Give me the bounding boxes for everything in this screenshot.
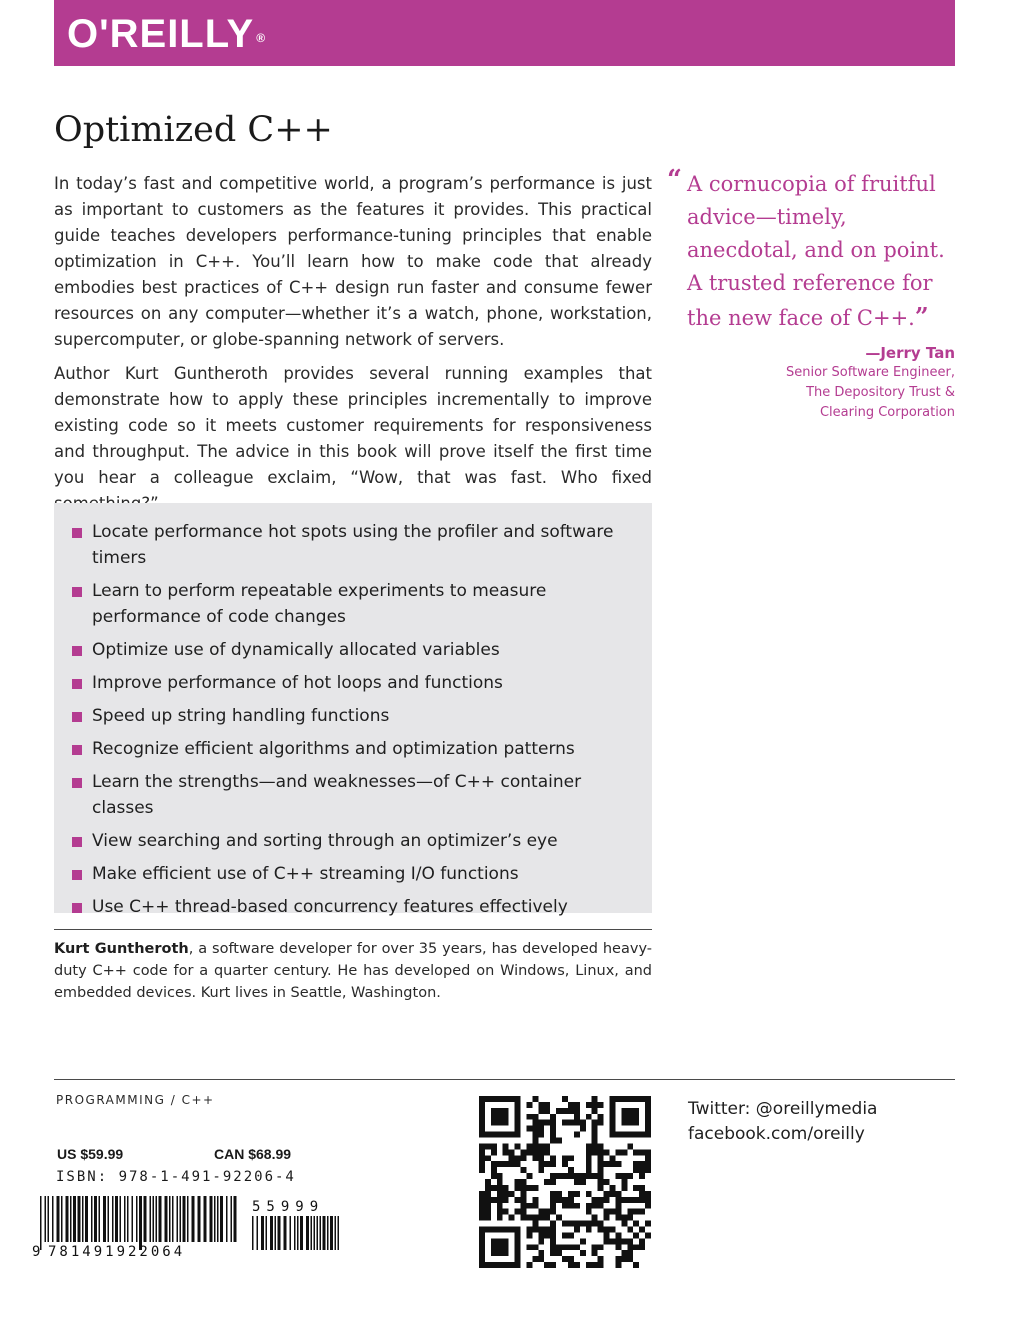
feature-list <box>72 519 632 920</box>
close-quote-icon: ” <box>914 302 929 331</box>
book-title: Optimized C++ <box>54 110 333 150</box>
quote-role-line: The Depository Trust & <box>806 385 955 400</box>
feature-item: Use C++ thread-based concurrency features effectively <box>72 894 632 920</box>
square-bullet-icon <box>72 837 82 847</box>
twitter-link[interactable]: Twitter: @oreillymedia <box>688 1099 878 1119</box>
price-us: US $59.99 <box>57 1146 124 1162</box>
logo-text: O'REILLY <box>67 12 255 56</box>
book-description <box>54 171 652 525</box>
quote-role-line: Clearing Corporation <box>819 405 955 420</box>
feature-item: Speed up string handling functions <box>72 703 632 729</box>
square-bullet-icon <box>72 587 82 597</box>
bio-divider <box>54 929 652 930</box>
square-bullet-icon <box>72 712 82 722</box>
quote-author: —Jerry Tan <box>865 344 955 362</box>
open-quote-icon: “ <box>667 165 682 195</box>
square-bullet-icon <box>72 646 82 656</box>
facebook-link[interactable]: facebook.com/oreilly <box>688 1124 865 1144</box>
feature-list-panel <box>54 503 652 917</box>
isbn-barcode-icon <box>30 1196 350 1260</box>
square-bullet-icon <box>72 679 82 689</box>
square-bullet-icon <box>72 528 82 538</box>
feature-item: Locate performance hot spots using the profiler and software timers <box>72 519 632 571</box>
feature-item: Improve performance of hot loops and functions <box>72 670 632 696</box>
registered-mark: ® <box>256 31 267 45</box>
quote-role-line: Senior Software Engineer, <box>786 365 955 380</box>
social-links <box>688 1097 877 1147</box>
feature-item: Learn the strengths—and weaknesses—of C++ container classes <box>72 769 632 821</box>
author-bio-text: , a software developer for over 35 years, has developed heavy-duty C++ code for a quarter century. He has developed on Windows, Linux, and embedded devices. Kurt lives in Seattle, Washington. <box>54 941 653 1001</box>
square-bullet-icon <box>72 903 82 913</box>
category-label: PROGRAMMING / C++ <box>56 1093 215 1107</box>
header-banner <box>54 0 955 66</box>
description-paragraph-2: Author Kurt Guntheroth provides several running examples that demonstrate how to apply these principles incrementally to improve existing code so it meets customer requirements for responsiveness and throughput. The advice in this book will prove itself the first time you hear a colleague exclaim, “Wow, that was fast. Who fixed <box>54 364 652 487</box>
qr-code-icon <box>479 1096 651 1268</box>
author-name: Kurt Guntheroth <box>54 941 189 957</box>
price-can: CAN $68.99 <box>214 1146 292 1162</box>
quote-text-block <box>667 165 955 335</box>
footer-divider <box>54 1079 955 1080</box>
oreilly-logo <box>67 12 266 56</box>
square-bullet-icon <box>72 778 82 788</box>
square-bullet-icon <box>72 745 82 755</box>
feature-item: Optimize use of dynamically allocated variables <box>72 637 632 663</box>
description-paragraph-1: In today’s fast and competitive world, a program’s performance is just as important to customers as the features it provides. This practical guide teaches developers performance-tuning principles that enable optimization in C++. You’ll learn how to make code that already embodies best practices of C++ design run faster and consume fewer resources on any computer—whether it’s a watch, phone, workstation, supercomputer, or globe-spanning network of servers. <box>54 174 652 349</box>
barcode-addon-bars <box>252 1216 339 1250</box>
feature-item: Make efficient use of C++ streaming I/O functions <box>72 861 632 887</box>
square-bullet-icon <box>72 870 82 880</box>
feature-item: Recognize efficient algorithms and optimization patterns <box>72 736 632 762</box>
feature-item: Learn to perform repeatable experiments to measure performance of code changes <box>72 578 632 630</box>
barcode-leading-digit: 9 <box>32 1244 41 1260</box>
barcode-addon-digits: 55999 <box>252 1199 325 1215</box>
testimonial-quote <box>667 165 955 423</box>
barcode-digits: 781491922064 <box>48 1244 186 1260</box>
barcode-bars <box>40 1196 237 1250</box>
quote-text: A cornucopia of fruitful advice—timely, anecdotal, and on point. A trusted reference for the new face of C++. <box>687 172 945 330</box>
author-bio <box>54 938 652 1004</box>
quote-attribution <box>667 343 955 423</box>
feature-item: View searching and sorting through an optimizer’s eye <box>72 828 632 854</box>
isbn-number: ISBN: 978-1-491-92206-4 <box>56 1169 296 1185</box>
